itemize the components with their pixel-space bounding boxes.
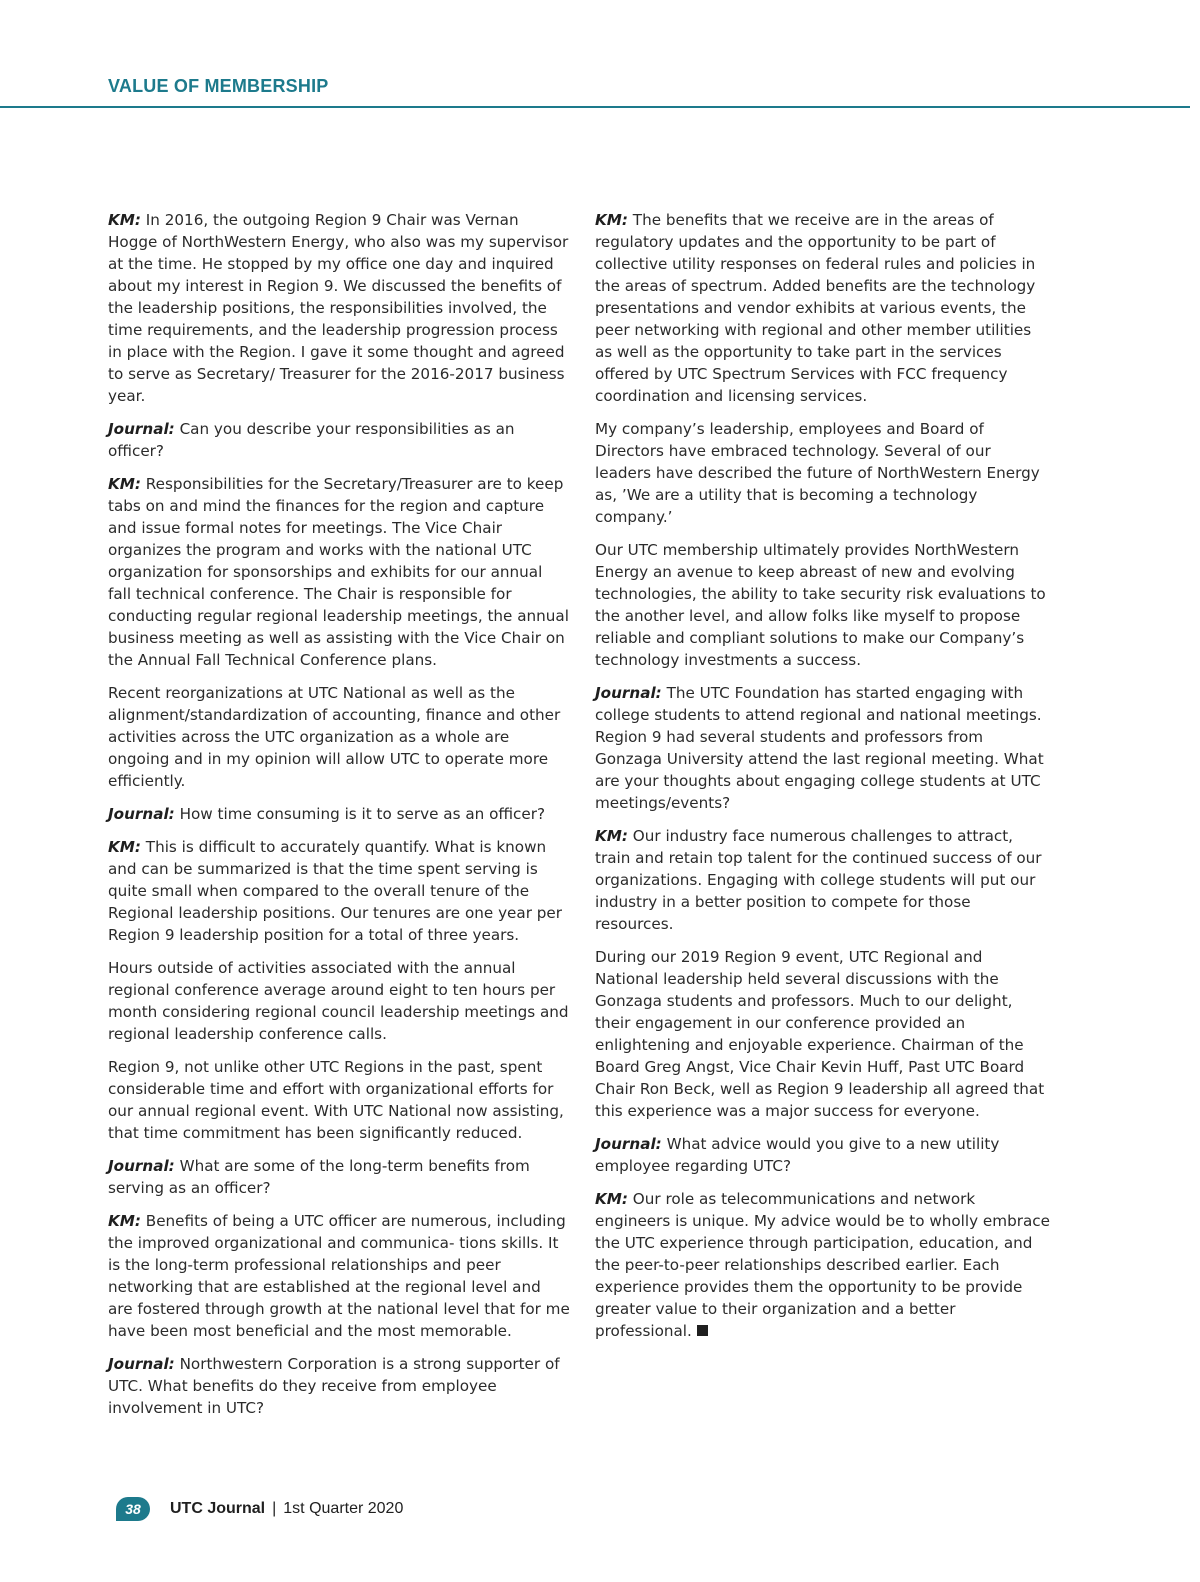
paragraph-text: This is difficult to accurately quantify. What is known and can be summarized is that the time spent serving is quite small when compared to the overall tenure of the Regional leadership positions. Our tenures are one year per Region 9 leadership position for a total of three years. [108,838,563,944]
speaker-label: KM: [595,827,628,845]
paragraph [108,1155,570,1199]
paragraph-text: Recent reorganizations at UTC National as well as the alignment/standardization of accounting, finance and other activities across the UTC organization as a whole are ongoing and in my opinion will allow UTC to operate more efficiently. [108,684,561,790]
paragraph [108,1353,570,1419]
speaker-label: KM: [108,475,141,493]
speaker-label: Journal: [108,420,175,438]
paragraph [108,682,570,792]
paragraph [595,946,1050,1122]
speaker-label: KM: [108,211,141,229]
speaker-label: Journal: [108,805,175,823]
paragraph-text: Hours outside of activities associated with the annual regional conference average around eight to ten hours per month considering regional council leadership meetings and regional leadership conference calls. [108,959,569,1043]
paragraph-text: How time consuming is it to serve as an officer? [179,805,546,823]
speaker-label: KM: [595,1190,628,1208]
paragraph-text: Northwestern Corporation is a strong supporter of UTC. What benefits do they receive from employee involvement in UTC? [108,1355,560,1417]
paragraph [595,1188,1050,1342]
header-divider [0,106,1190,108]
footer-issue: 1st Quarter 2020 [283,1500,404,1517]
footer-journal-name: UTC Journal [170,1500,266,1517]
paragraph [108,418,570,462]
paragraph [595,825,1050,935]
paragraph-text: Responsibilities for the Secretary/Treasurer are to keep tabs on and mind the finances for the region and capture and issue formal notes for meetings. The Vice Chair organizes the program and works with the national UTC organization for sponsorships and exhibits for our annual fall technical conference. The Chair is responsible for conducting regular regional leadership meetings, the annual business meeting as well as assisting with the Vice Chair on the Annual Fall Technical Conference plans. [108,475,569,669]
paragraph-text: The benefits that we receive are in the areas of regulatory updates and the opportunity to be part of collective utility responses on federal rules and policies in the areas of spectrum. Added benefits are the technology presentations and vendor exhibits at various events, the peer networking with regional and other member utilities as well as the opportunity to take part in the services offered by UTC Spectrum Services with FCC frequency coordination and licensing services. [595,211,1036,405]
paragraph-text: What advice would you give to a new utility employee regarding UTC? [595,1135,1000,1175]
paragraph-text: During our 2019 Region 9 event, UTC Regional and National leadership held several discussions with the Gonzaga students and professors. Much to our delight, their engagement in our conference provided an enlightening and enjoyable experience. Chairman of the Board Greg Angst, Vice Chair Kevin Huff, Past UTC Board Chair Ron Beck, well as Region 9 leadership all agreed that this experience was a major success for everyone. [595,948,1045,1120]
speaker-label: KM: [595,211,628,229]
paragraph [595,209,1050,407]
paragraph-text: Region 9, not unlike other UTC Regions in the past, spent considerable time and effort with organizational efforts for our annual regional event. With UTC National now assisting, that time commitment has been significantly reduced. [108,1058,564,1142]
paragraph-text: Can you describe your responsibilities as an officer? [108,420,515,460]
speaker-label: Journal: [595,1135,662,1153]
paragraph [108,836,570,946]
paragraph-text: Our UTC membership ultimately provides NorthWestern Energy an avenue to keep abreast of new and evolving technologies, the ability to take security risk evaluations to the another level, and allow folks like myself to propose reliable and compliant solutions to make our Company’s technology investments a success. [595,541,1046,669]
paragraph [595,539,1050,671]
paragraph-text: What are some of the long-term benefits from serving as an officer? [108,1157,530,1197]
section-title: VALUE OF MEMBERSHIP [108,76,329,96]
page-footer [108,1494,403,1524]
paragraph-text: Our industry face numerous challenges to attract, train and retain top talent for the continued success of our organizations. Engaging with college students will put our industry in a better position to compete for those resources. [595,827,1042,933]
paragraph [108,1056,570,1144]
end-of-article-icon [697,1325,708,1336]
paragraph-text: The UTC Foundation has started engaging with college students to attend regional and national meetings. Region 9 had several students and professors from Gonzaga University attend the last regional meeting. What are your thoughts about engaging college students at UTC meetings/events? [595,684,1044,812]
paragraph [595,1133,1050,1177]
speaker-label: Journal: [595,684,662,702]
speaker-label: KM: [108,1212,141,1230]
left-column [108,209,570,1430]
paragraph [108,1210,570,1342]
paragraph-text: My company’s leadership, employees and Board of Directors have embraced technology. Several of our leaders have described the future of NorthWestern Energy as, ’We are a utility that is becoming a technology company.’ [595,420,1040,526]
right-column [595,209,1050,1353]
speaker-label: Journal: [108,1157,175,1175]
paragraph [108,209,570,407]
paragraph [108,803,570,825]
paragraph [108,957,570,1045]
paragraph [108,473,570,671]
paragraph [595,682,1050,814]
paragraph-text: In 2016, the outgoing Region 9 Chair was Vernan Hogge of NorthWestern Energy, who also was my supervisor at the time. He stopped by my office one day and inquired about my interest in Region 9. We discussed the benefits of the leadership positions, the responsibilities involved, the time requirements, and the leadership progression process in place with the Region. I gave it some thought and agreed to serve as Secretary/ Treasurer for the 2016-2017 business year. [108,211,569,405]
speaker-label: KM: [108,838,141,856]
speaker-label: Journal: [108,1355,175,1373]
paragraph-text: Benefits of being a UTC officer are numerous, including the improved organizational and communica- tions skills. It is the long-term professional relationships and peer networking that are established at the regional level and are fostered through growth at the national level that for me have been most beneficial and the most memorable. [108,1212,570,1340]
paragraph [595,418,1050,528]
footer-separator: | [272,1500,277,1517]
page-number: 38 [116,1497,150,1521]
paragraph-text: Our role as telecommunications and network engineers is unique. My advice would be to wholly embrace the UTC experience through participation, education, and the peer-to-peer relationships described earlier. Each experience provides them the opportunity to be provide greater value to their organization and a better professional. [595,1190,1050,1340]
